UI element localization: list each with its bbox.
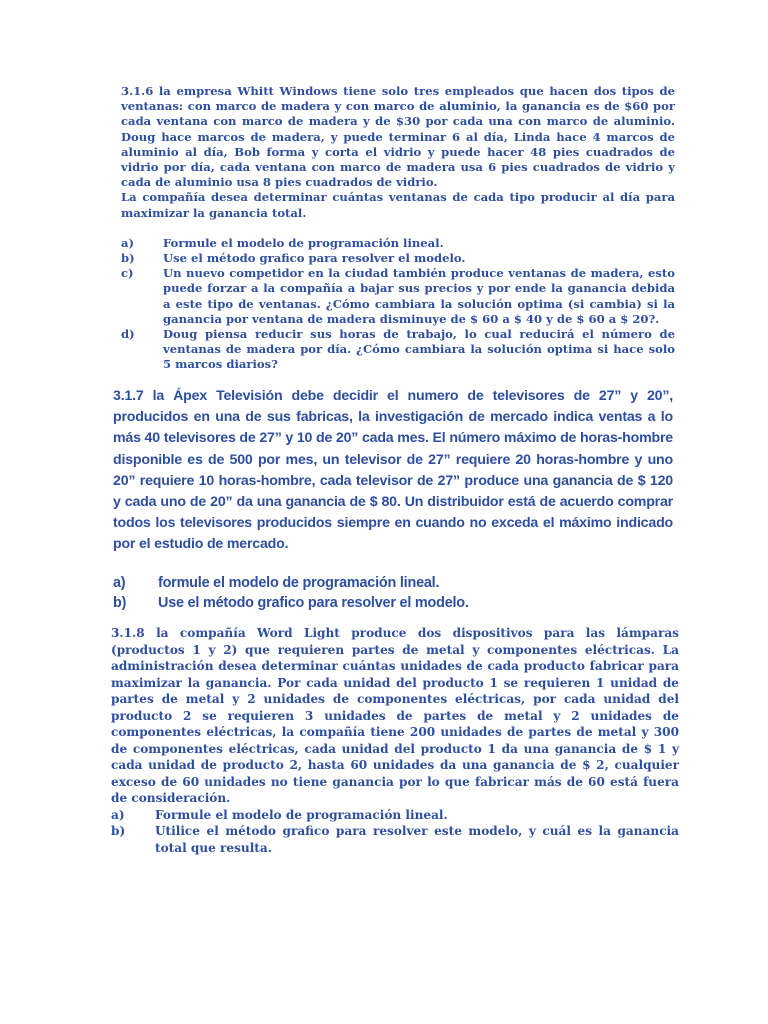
- problem-3-1-6-item-a: [121, 236, 675, 251]
- item-label: b): [121, 251, 135, 266]
- item-text: Formule el modelo de programación lineal.: [155, 807, 448, 822]
- item-label: a): [121, 235, 134, 250]
- problem-3-1-6-item-c: [121, 266, 675, 327]
- problem-3-1-7-item-b: [113, 593, 673, 614]
- item-label: d): [121, 327, 135, 342]
- item-label: a): [111, 807, 125, 822]
- item-label: a): [113, 574, 126, 591]
- item-text: Doug piensa reducir sus horas de trabajo, lo cual reducirá el número de ventanas de madera por día. ¿Cómo cambiara la solución optima si hace solo 5 marcos diarios?: [163, 327, 675, 372]
- problem-3-1-6: [121, 84, 675, 373]
- problem-3-1-7-item-a: [113, 573, 673, 594]
- problem-3-1-7-items: [113, 573, 673, 614]
- problem-3-1-7-statement: 3.1.7 la Ápex Televisión debe decidir el numero de televisores de 27” y 20”, producidos en una de sus fabricas, la investigación de mercado indica ventas a lo más 40 televisores de 27” y 10 de 20” cada mes. El número máximo de horas-hombre disponible es de 500 por mes, un televisor de 27” requiere 20 horas-hombre y uno 20” requiere 10 horas-hombre, cada televisor de 27” produce una ganancia de $ 120 y cada uno de 20” da una ganancia de $ 80. Un distribuidor está de acuerdo comprar todos los televisores producidos siempre en cuando no exceda el máximo indicado por el estudio de mercado.: [113, 388, 673, 553]
- item-text: Un nuevo competidor en la ciudad también produce ventanas de madera, esto puede forzar a la compañía a bajar sus precios y por ende la ganancia debida a este tipo de ventanas. ¿Cómo cambiara la solución optima (si cambia) si la ganancia por ventana de madera disminuye de $ 60 a $ 40 y de $ 60 a $ 20?.: [163, 266, 675, 326]
- item-text: Use el método grafico para resolver el modelo.: [163, 251, 466, 266]
- problem-3-1-6-goal: La compañía desea determinar cuántas ventanas de cada tipo producir al día para maximizar la ganancia total.: [121, 190, 675, 220]
- problem-3-1-8-item-b: [111, 823, 679, 856]
- item-text: Utilice el método grafico para resolver este modelo, y cuál es la ganancia total que resulta.: [155, 824, 679, 855]
- item-text: Use el método grafico para resolver el modelo.: [158, 595, 469, 612]
- problem-3-1-6-item-b: [121, 251, 675, 266]
- item-text: Formule el modelo de programación lineal.: [163, 235, 444, 250]
- problem-3-1-6-statement: 3.1.6 la empresa Whitt Windows tiene solo tres empleados que hacen dos tipos de ventanas: con marco de madera y con marco de aluminio, la ganancia es de $60 por cada ventana con marco de madera y de $30 por cada una con marco de aluminio. Doug hace marcos de madera, y puede terminar 6 al día, Linda hace 4 marcos de aluminio al día, Bob forma y corta el vidrio y puede hacer 48 pies cuadrados de vidrio por día, cada ventana con marco de madera usa 6 pies cuadrados de vidrio y cada de aluminio usa 8 pies cuadrados de vidrio.: [121, 84, 675, 190]
- problem-3-1-8-item-a: [111, 807, 679, 824]
- problem-3-1-6-item-d: [121, 327, 675, 373]
- problem-3-1-7: [113, 386, 673, 614]
- item-label: b): [113, 595, 127, 612]
- item-label: c): [121, 266, 134, 281]
- item-text: formule el modelo de programación lineal.: [158, 574, 440, 591]
- item-label: b): [111, 824, 126, 838]
- problem-3-1-8-statement: 3.1.8 la compañía Word Light produce dos dispositivos para las lámparas (productos 1 y 2) que requieren partes de metal y componentes eléctricas. La administración desea determinar cuántas unidades de cada producto fabricar para maximizar la ganancia. Por cada unidad del producto 1 se requieren 1 unidad de partes de metal y 2 unidades de componentes eléctricas, por cada unidad del producto 2 se requieren 3 unidades de partes de metal y 2 unidades de componentes eléctricas, la compañía tiene 200 unidades de partes de metal y 300 de componentes eléctricas, cada unidad del producto 1 da una ganancia de $ 1 y cada unidad de producto 2, hasta 60 unidades da una ganancia de $ 2, cualquier exceso de 60 unidades no tiene ganancia por lo que fabricar más de 60 está fuera de consideración.: [111, 626, 679, 805]
- problem-3-1-8: [111, 625, 679, 856]
